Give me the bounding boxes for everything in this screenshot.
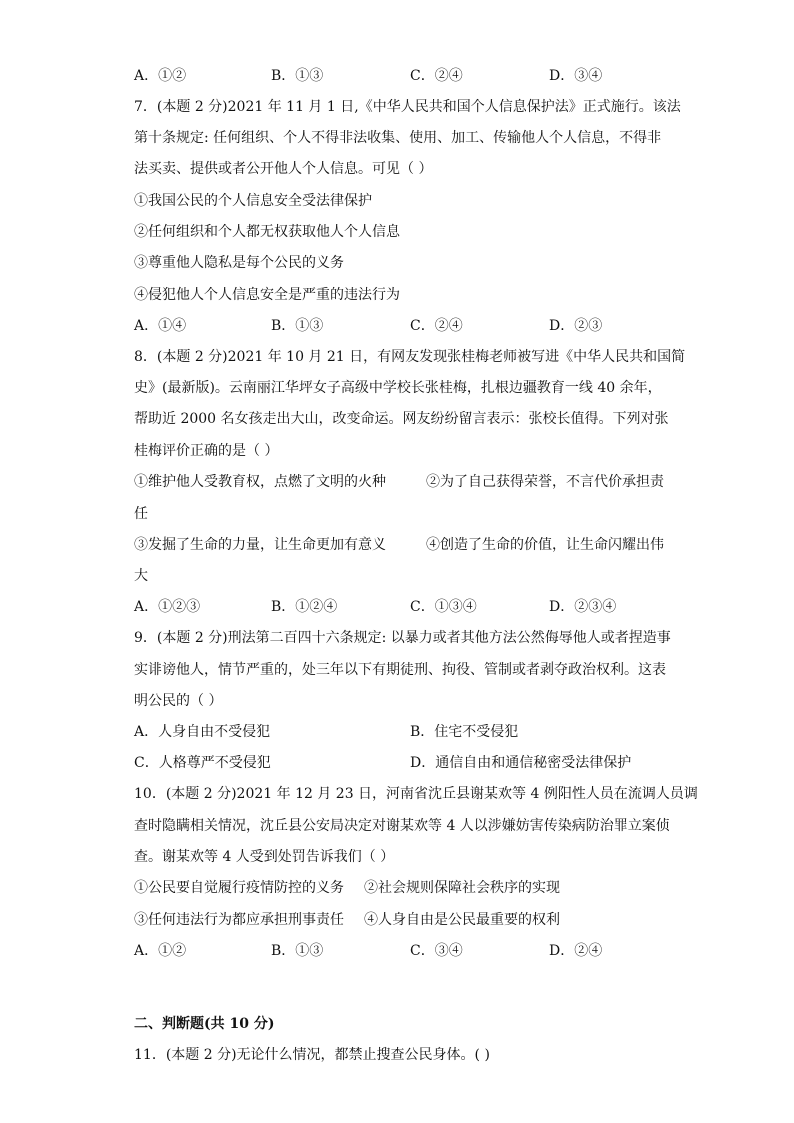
q10-options: [134, 941, 694, 961]
q10-stem-line-3: 查。谢某欢等 4 人受到处罚告诉我们（ ）: [134, 849, 395, 865]
q8-option-d[interactable]: D．②③④: [549, 599, 617, 615]
q7-option-b[interactable]: B．①③: [271, 318, 324, 334]
q10-statement-1: ①公民要自觉履行疫情防控的义务: [134, 880, 344, 896]
q6-option-d[interactable]: D．③④: [549, 68, 603, 84]
q9-stem-line-3: 明公民的（ ）: [134, 693, 223, 709]
q7-options: [134, 316, 694, 336]
q10-option-a[interactable]: A．①②: [134, 943, 187, 959]
q8-statement-4: ④创造了生命的价值，让生命闪耀出伟: [426, 537, 664, 553]
q10-option-b[interactable]: B．①③: [271, 943, 324, 959]
q7-option-d[interactable]: D．②③: [549, 318, 603, 334]
q8-statement-4-wrap: 大: [134, 568, 148, 584]
q7-option-a[interactable]: A．①④: [134, 318, 187, 334]
q10-option-d[interactable]: D．②④: [549, 943, 603, 959]
q10-option-c[interactable]: C．③④: [410, 943, 463, 959]
section-title-judgement: 二、判断题(共 10 分): [134, 1016, 275, 1032]
q8-stem-line-2: 史》(最新版)。云南丽江华坪女子高级中学校长张桂梅，扎根边疆教育一线 40 余年，: [134, 380, 662, 396]
q7-stem-line-3: 法买卖、提供或者公开他人个人信息。可见（ ）: [134, 161, 433, 177]
q8-option-a[interactable]: A．①②③: [134, 599, 201, 615]
q8-statements-row-2: [134, 535, 674, 555]
q7-statement-3: ③尊重他人隐私是每个公民的义务: [134, 255, 344, 271]
q6-option-c[interactable]: C．②④: [410, 68, 463, 84]
q8-statement-2-wrap: 任: [134, 506, 148, 522]
q11-stem: 11．(本题 2 分)无论什么情况，都禁止搜查公民身体。( ): [134, 1047, 490, 1063]
q6-option-a[interactable]: A．①②: [134, 68, 187, 84]
q10-statement-3: ③任何违法行为都应承担刑事责任: [134, 912, 344, 928]
q9-option-a[interactable]: A．人身自由不受侵犯: [134, 724, 271, 740]
q9-option-c[interactable]: C．人格尊严不受侵犯: [134, 755, 271, 771]
q9-option-b[interactable]: B．住宅不受侵犯: [410, 724, 519, 740]
q10-statements-row-2: [134, 910, 674, 930]
q10-statement-4: ④人身自由是公民最重要的权利: [364, 912, 560, 928]
q9-stem-line-2: 实诽谤他人，情节严重的，处三年以下有期徒刑、拘役、管制或者剥夺政治权利。这表: [134, 662, 666, 678]
q7-statement-2: ②任何组织和个人都无权获取他人个人信息: [134, 224, 400, 240]
q8-option-b[interactable]: B．①②④: [271, 599, 338, 615]
q9-options-row-2: [134, 753, 674, 773]
q7-statement-1: ①我国公民的个人信息安全受法律保护: [134, 193, 372, 209]
q8-statements-row-1: [134, 472, 674, 492]
q9-option-d[interactable]: D．通信自由和通信秘密受法律保护: [410, 755, 632, 771]
q7-option-c[interactable]: C．②④: [410, 318, 463, 334]
q8-option-c[interactable]: C．①③④: [410, 599, 477, 615]
q6-options: [134, 66, 694, 86]
q10-stem-line-2: 查时隐瞒相关情况，沈丘县公安局决定对谢某欢等 4 人以涉嫌妨害传染病防治罪立案侦: [134, 818, 670, 834]
q8-statement-2: ②为了自己获得荣誉，不言代价承担责: [426, 474, 664, 490]
q8-options: [134, 597, 694, 617]
q6-option-b[interactable]: B．①③: [271, 68, 324, 84]
q7-statement-4: ④侵犯他人个人信息安全是严重的违法行为: [134, 287, 400, 303]
q10-stem-line-1: 10．(本题 2 分)2021 年 12 月 23 日，河南省沈丘县谢某欢等 4 例阳性人员在流调人员调: [134, 786, 698, 802]
q9-options-row-1: [134, 722, 674, 742]
q7-stem-line-1: 7．(本题 2 分)2021 年 11 月 1 日,《中华人民共和国个人信息保护法》正式施行。该法: [134, 99, 681, 115]
q8-stem-line-3: 帮助近 2000 名女孩走出大山，改变命运。网友纷纷留言表示：张校长值得。下列对张: [134, 411, 669, 427]
q8-statement-3: ③发掘了生命的力量，让生命更加有意义: [134, 537, 386, 553]
q8-statement-1: ①维护他人受教育权，点燃了文明的火种: [134, 474, 386, 490]
q10-statements-row-1: [134, 878, 674, 898]
q10-statement-2: ②社会规则保障社会秩序的实现: [364, 880, 560, 896]
q9-stem-line-1: 9．(本题 2 分)刑法第二百四十六条规定: 以暴力或者其他方法公然侮辱他人或者捏造事: [134, 630, 671, 646]
q8-stem-line-1: 8．(本题 2 分)2021 年 10 月 21 日，有网友发现张桂梅老师被写进《中华人民共和国简: [134, 349, 686, 365]
q8-stem-line-4: 桂梅评价正确的是（ ）: [134, 443, 279, 459]
q7-stem-line-2: 第十条规定: 任何组织、个人不得非法收集、使用、加工、传输他人个人信息，不得非: [134, 130, 662, 146]
